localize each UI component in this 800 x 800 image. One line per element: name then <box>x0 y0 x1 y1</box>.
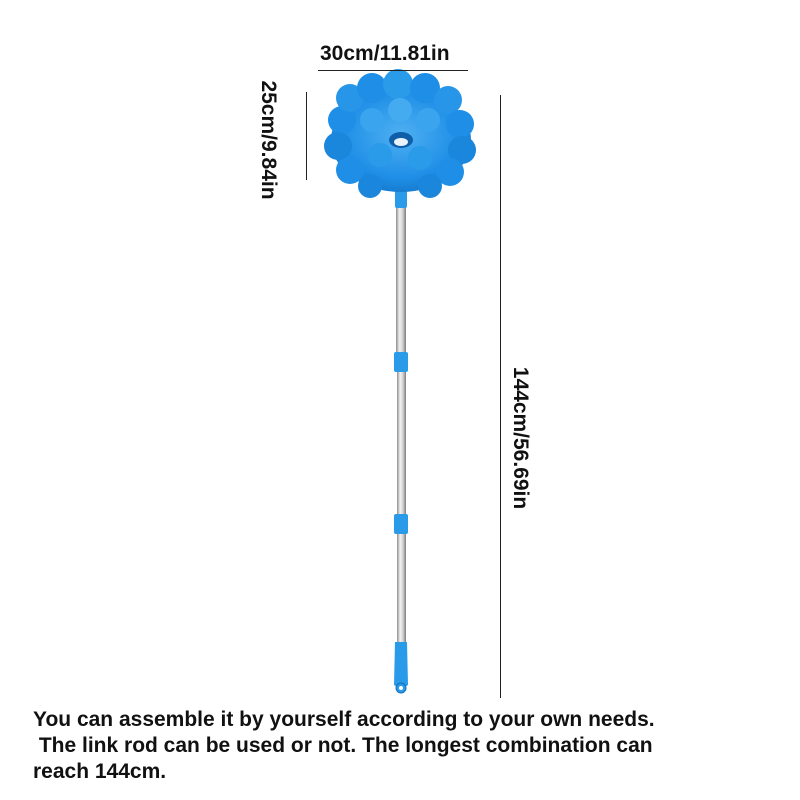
pole-neck-connector <box>395 190 407 208</box>
width-dimension-line <box>318 70 468 71</box>
pole-section-bottom <box>397 532 406 644</box>
pole-connector-lower <box>394 514 408 534</box>
pole-connector-upper <box>394 352 408 372</box>
description-caption: You can assemble it by yourself according to your own needs. The link rod can be used or not. The longest combination can reach 144cm. <box>33 708 655 783</box>
height-dimension-label: 25cm/9.84in <box>257 80 280 200</box>
handle-grip <box>394 642 408 688</box>
pole-section-top <box>396 205 406 355</box>
height-dimension-line <box>306 92 307 180</box>
pole-section-middle <box>397 372 406 516</box>
length-dimension-label: 144cm/56.69in <box>509 366 532 510</box>
width-dimension-label: 30cm/11.81in <box>320 42 450 65</box>
microfiber-duster-head <box>324 69 476 198</box>
length-dimension-line <box>500 95 501 698</box>
